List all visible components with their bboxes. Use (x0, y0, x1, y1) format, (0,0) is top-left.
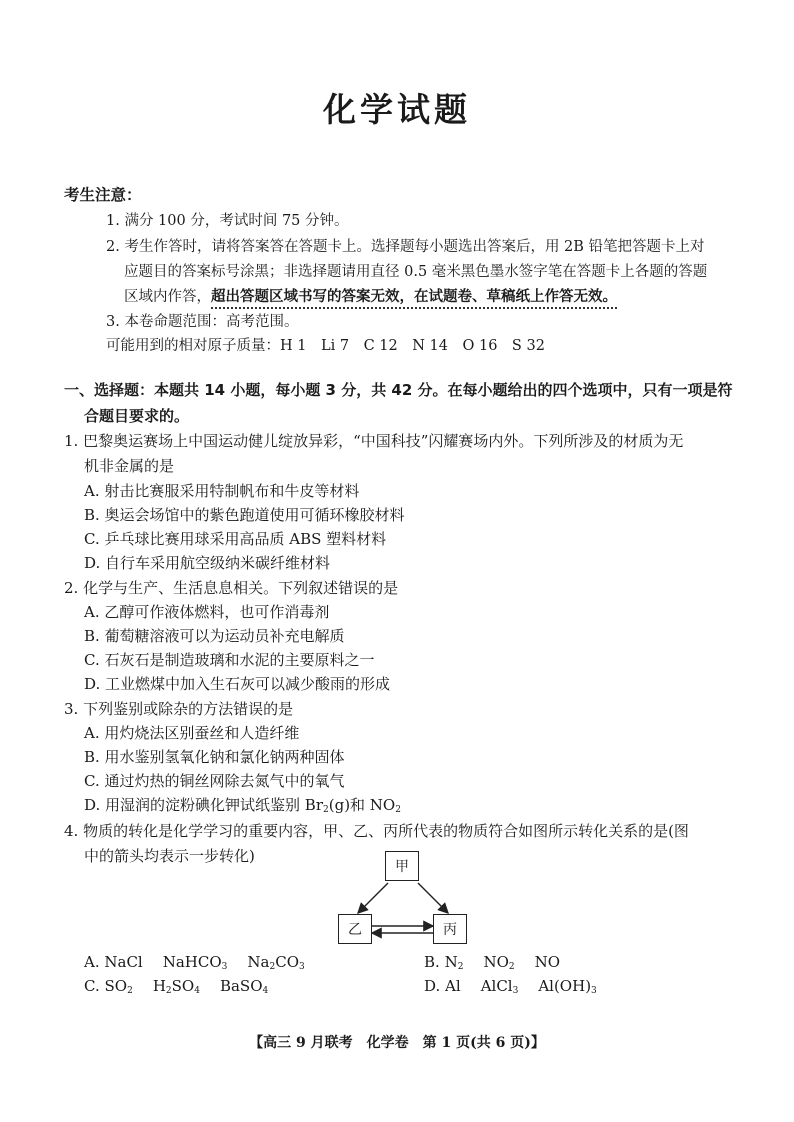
q1-option-c: C. 乒乓球比赛用球采用高品质 ABS 塑料材料 (84, 530, 387, 548)
q3-option-d (84, 794, 401, 815)
q4-option-c-substance-3-sub: 4 (262, 986, 269, 996)
q4-option-b (424, 953, 560, 972)
q4-option-a-label: A. (84, 953, 100, 971)
q1-stem-line-1: 1. 巴黎奥运赛场上中国运动健儿绽放异彩，“中国科技”闪耀赛场内外。下列所涉及的材质为无 (64, 432, 684, 450)
q2-stem: 2. 化学与生产、生活息息相关。下列叙述错误的是 (64, 579, 399, 597)
q3-option-b: B. 用水鉴别氢氧化钠和氯化钠两种固体 (84, 748, 345, 766)
notice-item-1: 1. 满分 100 分，考试时间 75 分钟。 (106, 213, 349, 229)
q3-option-d-text-2: (g)和 NO (328, 796, 396, 814)
q3-option-d-text-1: D. 用湿润的淀粉碘化钾试纸鉴别 Br (84, 796, 323, 814)
q2-option-a: A. 乙醇可作液体燃料，也可作消毒剂 (84, 603, 330, 621)
notice-warning: 超出答题区域书写的答案无效，在试题卷、草稿纸上作答无效。 (211, 289, 617, 309)
diagram-box-left: 乙 (338, 914, 372, 944)
notice-heading: 考生注意： (64, 186, 142, 204)
q4-option-a-substance-3-sub-2: 3 (299, 962, 305, 972)
section-1-line-1: 一、选择题：本题共 14 小题，每小题 3 分，共 42 分。在每小题给出的四个选项中，只有一项是符 (64, 381, 733, 399)
q4-option-a (84, 953, 305, 972)
notice-item-2-line-3-plain: 区域内作答， (124, 289, 211, 305)
q4-option-c (84, 977, 268, 996)
q1-option-a: A. 射击比赛服采用特制帆布和牛皮等材料 (84, 482, 360, 500)
q4-option-b-substance-1-sub: 2 (457, 962, 464, 972)
q4-option-a-substance-2-sub: 3 (221, 962, 228, 972)
q4-option-a-substance-2: NaHCO (162, 953, 222, 971)
notice-item-2-line-2: 应题目的答案标号涂黑；非选择题请用直径 0.5 毫米黑色墨水签字笔在答题卡上各题的答题 (124, 264, 708, 280)
q4-option-c-label: C. (84, 977, 100, 995)
q3-option-a: A. 用灼烧法区别蚕丝和人造纤维 (84, 724, 300, 742)
q1-option-b: B. 奥运会场馆中的紫色跑道使用可循环橡胶材料 (84, 506, 405, 524)
notice-item-2-line-1: 2. 考生作答时，请将答案答在答题卡上。选择题每小题选出答案后，用 2B 铅笔把答题卡上对 (106, 239, 705, 255)
q4-option-b-substance-1: N (444, 953, 458, 971)
q1-option-d: D. 自行车采用航空级纳米碳纤维材料 (84, 554, 331, 572)
q4-option-c-substance-2-sub-1: 2 (165, 986, 172, 996)
q4-option-c-substance-3: BaSO (219, 977, 263, 995)
q4-option-c-substance-1: SO (104, 977, 128, 995)
section-1-line-2: 合题目要求的。 (84, 407, 190, 425)
q4-option-b-substance-3: NO (534, 953, 561, 971)
q3-stem: 3. 下列鉴别或除杂的方法错误的是 (64, 700, 294, 718)
q4-option-c-substance-2b: SO (171, 977, 195, 995)
q4-option-d (424, 977, 597, 996)
q2-option-b: B. 葡萄糖溶液可以为运动员补充电解质 (84, 627, 345, 645)
q4-option-b-substance-2-sub: 2 (508, 962, 515, 972)
atomic-masses: 可能用到的相对原子质量：H 1 Li 7 C 12 N 14 O 16 S 32 (106, 338, 545, 354)
q4-option-b-substance-2: NO (483, 953, 509, 971)
q4-option-d-label: D. (424, 977, 441, 995)
q4-option-c-substance-2-sub-2: 4 (194, 986, 200, 996)
q4-option-d-substance-3: Al(OH) (538, 977, 592, 995)
q4-option-d-substance-2-sub: 3 (512, 986, 519, 996)
q4-option-c-substance-1-sub: 2 (127, 986, 133, 996)
q4-option-b-label: B. (424, 953, 440, 971)
diagram-box-top: 甲 (385, 851, 419, 881)
q3-option-d-sub-1: 2 (323, 805, 329, 815)
arrow-jia-to-bing (418, 883, 448, 913)
notice-item-3: 3. 本卷命题范围：高考范围。 (106, 314, 299, 330)
q4-stem-line-1: 4. 物质的转化是化学学习的重要内容，甲、乙、丙所代表的物质符合如图所示转化关系的是(图 (64, 822, 689, 840)
q3-option-c: C. 通过灼热的铜丝网除去氮气中的氧气 (84, 772, 345, 790)
diagram-box-right: 丙 (433, 914, 467, 944)
q4-option-a-substance-3b: CO (275, 953, 299, 971)
q4-option-d-substance-1: Al (445, 977, 461, 995)
page-title: 化学试题 (323, 90, 471, 129)
q4-option-c-substance-2a: H (152, 977, 166, 995)
page-footer: 【高三 9 月联考 化学卷 第 1 页(共 6 页)】 (249, 1035, 545, 1051)
q4-stem-line-2: 中的箭头均表示一步转化) (84, 847, 255, 865)
q4-option-a-substance-3a: Na (247, 953, 270, 971)
q3-option-d-sub-2: 2 (395, 805, 401, 815)
notice-item-2-line-3 (124, 285, 617, 306)
q4-option-a-substance-3-sub-1: 2 (269, 962, 276, 972)
q4-option-d-substance-3-sub: 3 (591, 986, 597, 996)
q4-option-d-substance-2: AlCl (480, 977, 513, 995)
arrow-jia-to-yi (358, 883, 388, 913)
q1-stem-line-2: 机非金属的是 (84, 457, 175, 475)
q4-option-a-substance-1: NaCl (104, 953, 143, 971)
q2-option-d: D. 工业燃煤中加入生石灰可以减少酸雨的形成 (84, 675, 391, 693)
q2-option-c: C. 石灰石是制造玻璃和水泥的主要原料之一 (84, 651, 375, 669)
